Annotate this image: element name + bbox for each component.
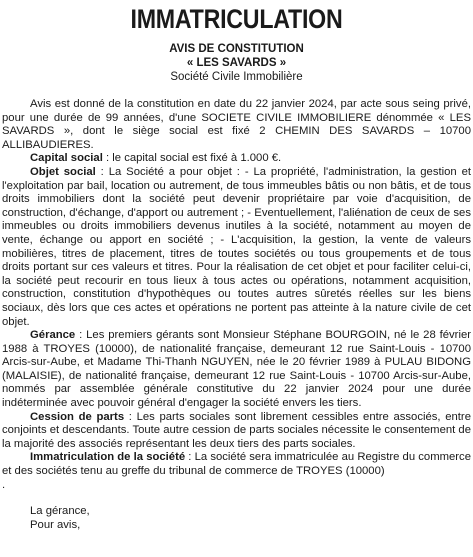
cession-label: Cession de parts: [30, 410, 125, 423]
capital-paragraph: [2, 152, 471, 166]
objet-text: : La Société a pour objet : - La propriété, l'administration, la gestion et l'exploitation par bail, location ou autrement, de tous immeubles bâtis ou non bâtis, et de tous droits immobiliers dont la société peut devenir propriétaire par voie d'acquisition, de construction, d'échange, d'apport ou autrement ; - Eventuellement, l'aliénation de ceux de ses immeubles ou droits immobiliers devenus inutiles à la société, notamment au moyen de vente, échange ou apport en société ; - L'acquisition, la gestion, la vente de valeurs mobilières, titres de placement, titres de toutes sociétés ou tous groupements et de tous droits portant sur ces valeurs et titres. Pour la réalisation de cet objet et pour faciliter celui-ci, la société peut recourir en tous lieux à tous actes ou opérations, notamment acquisition, construction, constitution d'hypothèques ou toutes autres sûretés réelles sur les biens sociaux, dès lors que ces actes et opérations ne portent pas atteinte à la nature civile de cet objet.: [2, 165, 471, 328]
signoff-pour-avis: Pour avis,: [30, 518, 81, 531]
objet-label: Objet social: [30, 165, 96, 178]
page-title: IMMATRICULATION: [130, 4, 343, 34]
cession-paragraph: [2, 411, 471, 452]
gerance-paragraph: [2, 329, 471, 411]
immatriculation-text: : La société sera immatriculée au Registre du commerce et des sociétés tenu au greffe du tribunal de commerce de TROYES (10000): [2, 451, 471, 478]
immatriculation-paragraph: [2, 451, 471, 478]
capital-text: : le capital social est fixé à 1.000 €.: [102, 152, 282, 165]
company-form: Société Civile Immobilière: [170, 71, 303, 83]
signoff-gerance: La gérance,: [30, 505, 90, 518]
immatriculation-end: .: [2, 478, 6, 491]
objet-paragraph: [2, 166, 471, 329]
cession-text: : Les parts sociales sont librement cessibles entre associés, entre conjoints et descendants. Toute autre cession de parts sociales nécessite le consentement de la majorité des associés représentant les deux tiers des parts sociales.: [2, 410, 471, 450]
capital-label: Capital social: [30, 152, 103, 165]
intro-paragraph: Avis est donné de la constitution en date du 22 janvier 2024, par acte sous seing privé, pour une durée de 99 années, d'une SOCIETE CIVILE IMMOBILIERE dénommée « LES SAVARDS », dont le siège social est fixé 2 CHEMIN DES SAVARDS – 10700 ALLIBAUDIERES.: [2, 98, 471, 151]
gerance-label: Gérance: [30, 329, 76, 342]
company-name: « LES SAVARDS »: [186, 57, 287, 69]
immatriculation-label: Immatriculation de la société: [30, 451, 186, 464]
gerance-text: : Les premiers gérants sont Monsieur Stéphane BOURGOIN, né le 28 février 1988 à TROYES (10000), de nationalité française, demeurant 12 rue Saint-Louis - 10700 Arcis-sur-Aube, et Madame Thi-Thanh NGUYEN, née le 20 février 1989 à PULAU BIDONG (MALAISIE), de nationalité française, demeurant 12 rue Saint-Louis - 10700 Arcis-sur-Aube, nommés par assemblée générale constitutive du 22 janvier 2024 pour une durée indéterminée avec pouvoir général d'engager la société envers les tiers.: [2, 329, 471, 410]
notice-type: AVIS DE CONSTITUTION: [169, 43, 304, 55]
